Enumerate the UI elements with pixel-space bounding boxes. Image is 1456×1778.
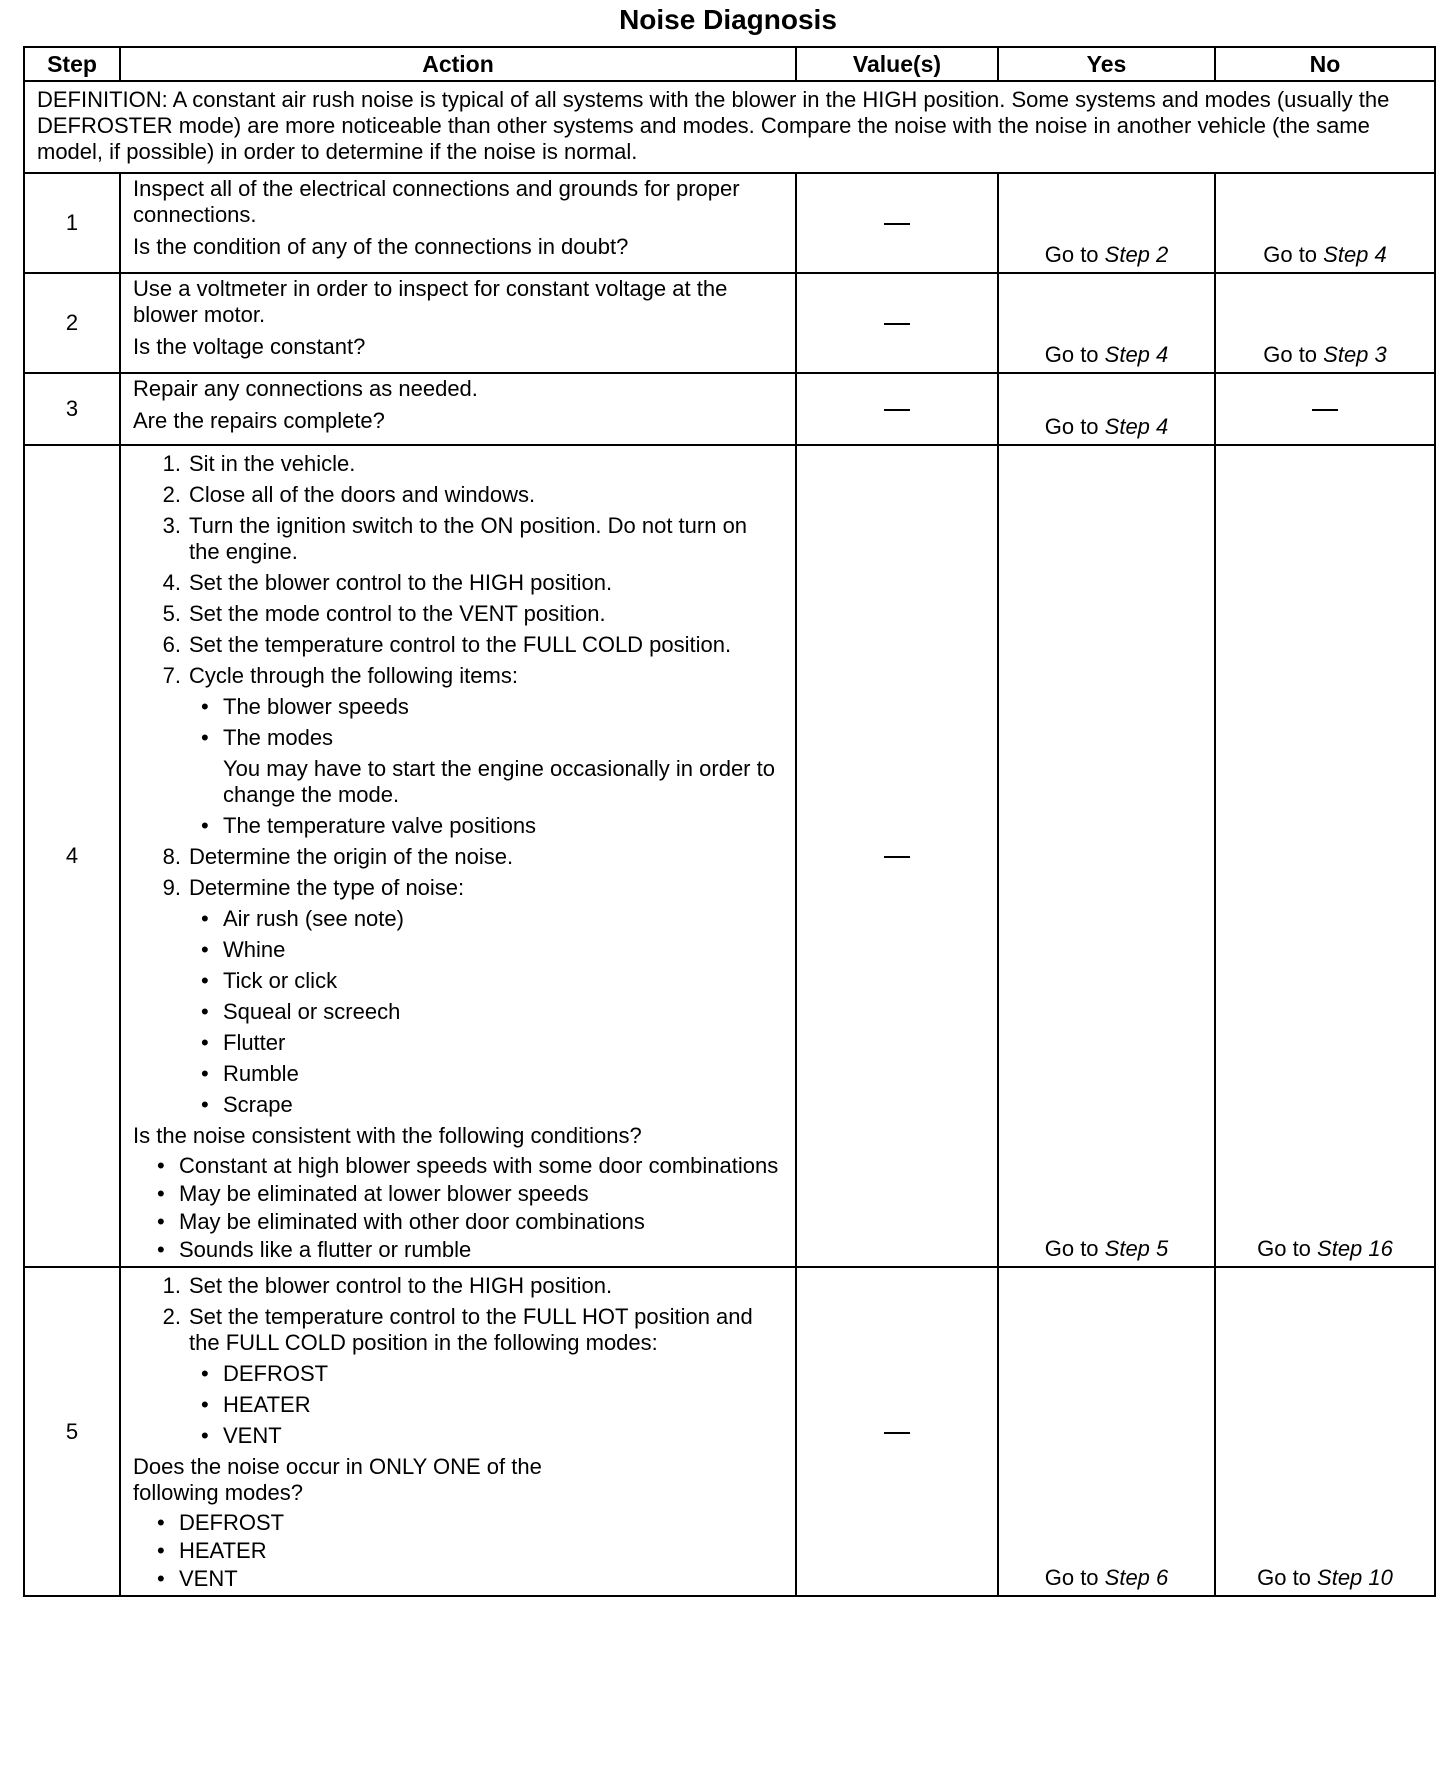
list-item: 1. Sit in the vehicle. (162, 451, 356, 476)
action-cell (120, 1267, 796, 1596)
step-number: 3 (24, 373, 120, 445)
page-title: Noise Diagnosis (619, 4, 837, 35)
action-text: Repair any connections as needed. (133, 376, 478, 401)
header-step: Step (24, 47, 120, 81)
yes-target: Step 4 (1104, 342, 1169, 367)
bullet-item: • Air rush (see note) (201, 906, 404, 931)
goto-prefix: Go to (1044, 1565, 1105, 1590)
bullet-item: • VENT (157, 1566, 238, 1591)
no-cell (1215, 1267, 1435, 1596)
header-row (24, 47, 1435, 81)
bullet-item: • The blower speeds (201, 694, 409, 719)
list-item: 5. Set the mode control to the VENT position. (162, 601, 606, 626)
no-cell (1215, 445, 1435, 1267)
dash-mark (884, 223, 910, 225)
no-cell (1215, 373, 1435, 445)
table-row (24, 445, 1435, 1267)
value-cell (796, 373, 998, 445)
goto-prefix: Go to (1257, 1236, 1318, 1261)
no-target: Step 10 (1317, 1565, 1393, 1590)
yes-cell (998, 273, 1215, 373)
yes-cell (998, 1267, 1215, 1596)
action-cell (120, 445, 796, 1267)
list-item: 3. Turn the ignition switch to the ON position. Do not turn on the engine. (162, 513, 748, 564)
bullet-item: • Tick or click (201, 968, 338, 993)
cycle-note: You may have to start the engine occasionally in order to change the mode. (223, 756, 775, 807)
yes-target: Step 2 (1104, 242, 1169, 267)
no-cell (1215, 173, 1435, 273)
no-target: Step 3 (1323, 342, 1387, 367)
goto-prefix: Go to (1263, 242, 1324, 267)
list-item: 2. Close all of the doors and windows. (162, 482, 536, 507)
list-item: 6. Set the temperature control to the FULL COLD position. (162, 632, 732, 657)
list-item: 2. Set the temperature control to the FULL HOT position and the FULL COLD position in the following modes: (162, 1304, 753, 1355)
dash-mark (884, 323, 910, 325)
action-question: Is the condition of any of the connections in doubt? (133, 234, 629, 259)
dash-mark (1312, 409, 1338, 411)
header-no: No (1215, 47, 1435, 81)
goto-prefix: Go to (1044, 342, 1105, 367)
action-text: Use a voltmeter in order to inspect for constant voltage at the blower motor. (133, 276, 728, 327)
action-cell (120, 273, 796, 373)
list-item: 9. Determine the type of noise: (162, 875, 465, 900)
table-row (24, 1267, 1435, 1596)
yes-target: Step 4 (1104, 414, 1169, 439)
step-number: 1 (24, 173, 120, 273)
header-yes: Yes (998, 47, 1215, 81)
bullet-item: • Squeal or screech (201, 999, 401, 1024)
list-item: 4. Set the blower control to the HIGH position. (162, 570, 613, 595)
action-question: Is the voltage constant? (133, 334, 366, 359)
bullet-item: • Rumble (201, 1061, 299, 1086)
dash-mark (884, 856, 910, 858)
dash-mark (884, 409, 910, 411)
bullet-item: • May be eliminated with other door combinations (157, 1209, 645, 1234)
list-item: 8. Determine the origin of the noise. (162, 844, 514, 869)
bullet-item: • The temperature valve positions (201, 813, 537, 838)
definition-row (24, 81, 1435, 173)
step-number: 2 (24, 273, 120, 373)
bullet-item: • HEATER (201, 1392, 311, 1417)
step-number: 4 (24, 445, 120, 1267)
dash-mark (884, 1432, 910, 1434)
goto-prefix: Go to (1257, 1565, 1318, 1590)
table-row (24, 173, 1435, 273)
goto-prefix: Go to (1263, 342, 1324, 367)
bullet-item: • Constant at high blower speeds with some door combinations (157, 1153, 779, 1178)
table-row (24, 373, 1435, 445)
no-target: Step 16 (1317, 1236, 1393, 1261)
bullet-item: • DEFROST (201, 1361, 329, 1386)
bullet-item: • The modes (201, 725, 334, 750)
goto-prefix: Go to (1044, 1236, 1105, 1261)
bullet-item: • Sounds like a flutter or rumble (157, 1237, 472, 1262)
bullet-item: • HEATER (157, 1538, 267, 1563)
no-cell (1215, 273, 1435, 373)
yes-target: Step 6 (1104, 1565, 1169, 1590)
table-row (24, 273, 1435, 373)
value-cell (796, 273, 998, 373)
list-item: 7. Cycle through the following items: (162, 663, 518, 688)
step-number: 5 (24, 1267, 120, 1596)
goto-prefix: Go to (1044, 242, 1105, 267)
definition-text: DEFINITION: A constant air rush noise is typical of all systems with the blower in the HIGH position. Some systems and modes (usually the DEFROSTER mode) are more noticeable than other systems and modes. Compare the noise with the noise in another vehicle (the same model, if possible) in order to determine if the noise is normal. (24, 81, 1435, 173)
bullet-item: • DEFROST (157, 1510, 285, 1535)
action-question: Is the noise consistent with the following conditions? (133, 1123, 642, 1148)
header-action: Action (120, 47, 796, 81)
bullet-item: • VENT (201, 1423, 282, 1448)
bullet-item: • Scrape (201, 1092, 293, 1117)
yes-cell (998, 173, 1215, 273)
header-values: Value(s) (796, 47, 998, 81)
yes-target: Step 5 (1104, 1236, 1169, 1261)
action-question: Are the repairs complete? (133, 408, 385, 433)
bullet-item: • Flutter (201, 1030, 286, 1055)
yes-cell (998, 445, 1215, 1267)
action-cell (120, 173, 796, 273)
action-cell (120, 373, 796, 445)
bullet-item: • May be eliminated at lower blower speeds (157, 1181, 589, 1206)
value-cell (796, 173, 998, 273)
no-target: Step 4 (1323, 242, 1387, 267)
yes-cell (998, 373, 1215, 445)
action-question: Does the noise occur in ONLY ONE of the following modes? (133, 1454, 542, 1505)
bullet-item: • Whine (201, 937, 286, 962)
action-text: Inspect all of the electrical connections and grounds for proper connections. (133, 176, 740, 227)
goto-prefix: Go to (1044, 414, 1105, 439)
list-item: 1. Set the blower control to the HIGH position. (162, 1273, 613, 1298)
value-cell (796, 1267, 998, 1596)
value-cell (796, 445, 998, 1267)
noise-diagnosis-table (23, 46, 1436, 1597)
